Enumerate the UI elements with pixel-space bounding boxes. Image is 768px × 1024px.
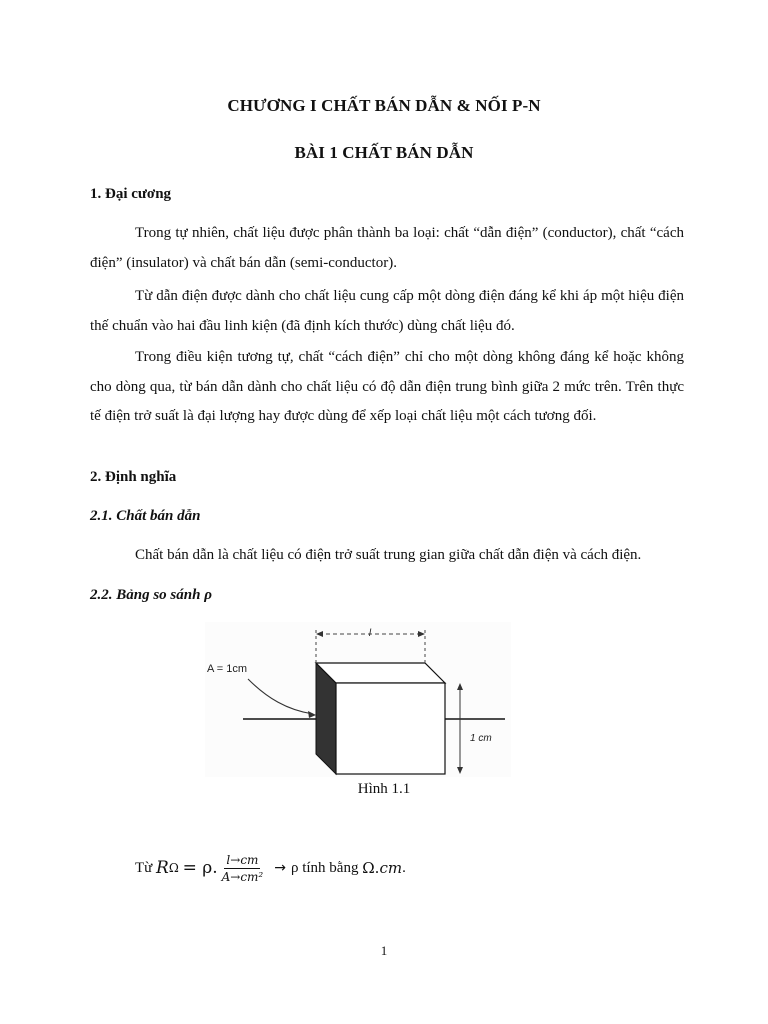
lesson-title: BÀI 1 CHẤT BÁN DẪN — [294, 143, 474, 162]
formula-suffix: ρ tính bằng — [290, 859, 359, 876]
formula-arrow: → — [274, 860, 286, 876]
formula-lhs: R — [156, 858, 169, 878]
section-2-1-text: Chất bán dẫn là chất liệu có điện trở suất trung gian giữa chất dẫn điện và cách điện. — [135, 547, 642, 563]
page-number: 1 — [380, 943, 388, 958]
formula-unit-omega: Ω. — [362, 859, 380, 877]
height-label: 1 cm — [470, 733, 492, 744]
formula-denominator: A→cm² — [221, 869, 264, 884]
paragraph-1: Trong tự nhiên, chất liệu được phân thành ba loại: chất “dẫn điện” (conductor), chất “cách điện” (insulator) và chất bán dẫn (semi-conductor). — [90, 225, 684, 271]
formula-fraction — [220, 853, 266, 884]
length-label: l — [368, 628, 372, 639]
semiconductor-bar-figure — [205, 622, 511, 777]
block-front-face — [336, 683, 445, 774]
chapter-title: CHƯƠNG I CHẤT BÁN DẪN & NỐI P-N — [227, 96, 541, 115]
formula-lhs-sub: Ω — [168, 861, 179, 875]
formula-numerator: l→cm — [226, 852, 259, 867]
formula-unit-cm: cm — [379, 859, 403, 877]
paragraph-3: Trong điều kiện tương tự, chất “cách điện” chỉ cho một dòng không đáng kể hoặc không cho dòng qua, từ bán dẫn dành cho chất liệu có độ dẫn điện trung bình giữa 2 mức trên. Trên thực tế điện trở suất là đại lượng hay được dùng để xếp loại chất liệu một cách tương đối. — [90, 349, 684, 424]
formula-equals-rho: = ρ. — [182, 858, 218, 878]
section-2-2-heading: 2.2. Bảng so sánh ρ — [90, 587, 212, 603]
section-2-heading: 2. Định nghĩa — [90, 469, 177, 485]
figure-caption: Hình 1.1 — [357, 781, 411, 797]
block-top-face — [316, 663, 445, 683]
paragraph-2: Từ dẫn điện được dành cho chất liệu cung cấp một dòng điện đáng kể khi áp một hiệu điện thế chuẩn vào hai đầu linh kiện (đã định kích thước) dùng chất liệu đó. — [90, 288, 684, 334]
formula-prefix: Từ — [135, 859, 153, 876]
area-label: A = 1cm — [207, 663, 248, 675]
resistivity-formula — [135, 845, 406, 891]
section-1-heading: 1. Đại cương — [90, 186, 172, 202]
section-2-1-heading: 2.1. Chất bán dẫn — [90, 508, 201, 524]
formula-end: . — [402, 859, 406, 876]
